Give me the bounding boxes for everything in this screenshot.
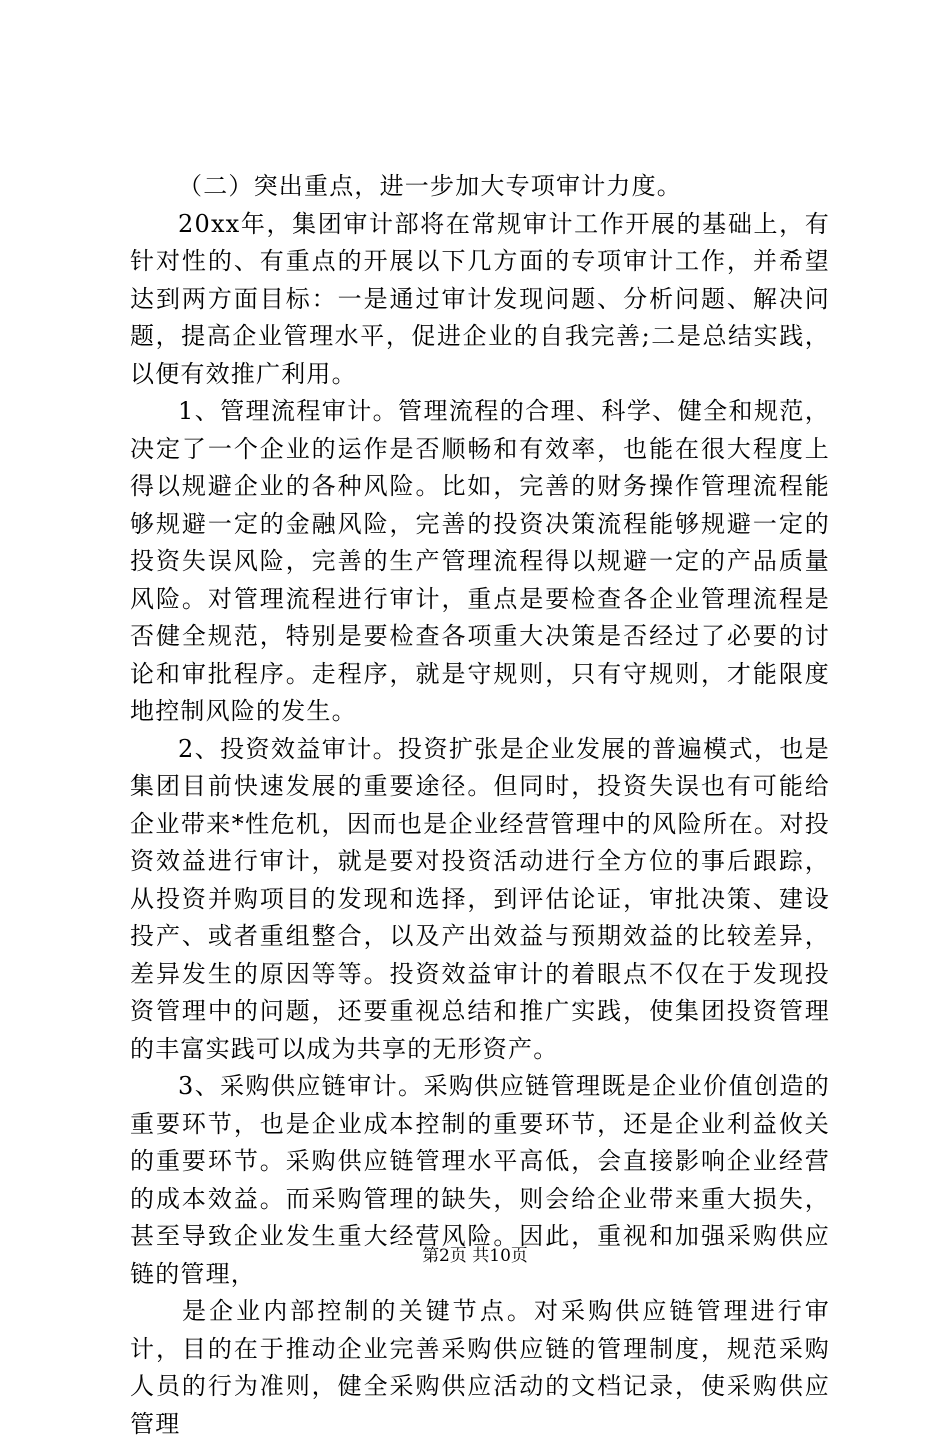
- section-heading: （二）突出重点，进一步加大专项审计力度。: [178, 172, 682, 200]
- paragraph-investment-audit: 2、投资效益审计。投资扩张是企业发展的普遍模式，也是集团目前快速发展的重要途径。但同时，投资失误也有可能给企业带来*性危机，因而也是企业经营管理中的风险所在。对投资效益进行审计，就是要对投资活动进行全方位的事后跟踪，从投资并购项目的发现和选择，到评估论证，审批决策、建设投产、或者重组整合，以及产出效益与预期效益的比较差异，差异发生的原因等等。投资效益审计的着眼点不仅在于发现投资管理中的问题，还要重视总结和推广实践，使集团投资管理的丰富实践可以成为共享的无形资产。: [130, 734, 830, 1063]
- paragraph-supply-chain-continued: 是企业内部控制的关键节点。对采购供应链管理进行审计，目的在于推动企业完善采购供应链的管理制度，规范采购人员的行为准则，健全采购供应活动的文档记录，使采购供应管理: [130, 1297, 830, 1438]
- paragraph-process-audit: 1、管理流程审计。管理流程的合理、科学、健全和规范，决定了一个企业的运作是否顺畅和有效率，也能在很大程度上得以规避企业的各种风险。比如，完善的财务操作管理流程能够规避一定的金融风险，完善的投资决策流程能够规避一定的投资失误风险，完善的生产管理流程得以规避一定的产品质量风险。对管理流程进行审计，重点是要检查各企业管理流程是否健全规范，特别是要检查各项重大决策是否经过了必要的讨论和审批程序。走程序，就是守规则，只有守规则，才能限度地控制风险的发生。: [130, 397, 830, 725]
- page-number-footer: 第2页 共10页: [422, 1246, 528, 1266]
- paragraph-intro: 20xx年，集团审计部将在常规审计工作开展的基础上，有针对性的、有重点的开展以下几方面的专项审计工作，并希望达到两方面目标：一是通过审计发现问题、分析问题、解决问题，提高企业管理水平，促进企业的自我完善;二是总结实践，以便有效推广利用。: [130, 209, 830, 388]
- paragraph-supply-chain-audit: 3、采购供应链审计。采购供应链管理既是企业价值创造的重要环节，也是企业成本控制的重要环节，还是企业利益攸关的重要环节。采购供应链管理水平高低，会直接影响企业经营的成本效益。而采购管理的缺失，则会给企业带来重大损失，甚至导致企业发生重大经营风险。因此，重视和加强采购供应链的管理，: [130, 1072, 830, 1288]
